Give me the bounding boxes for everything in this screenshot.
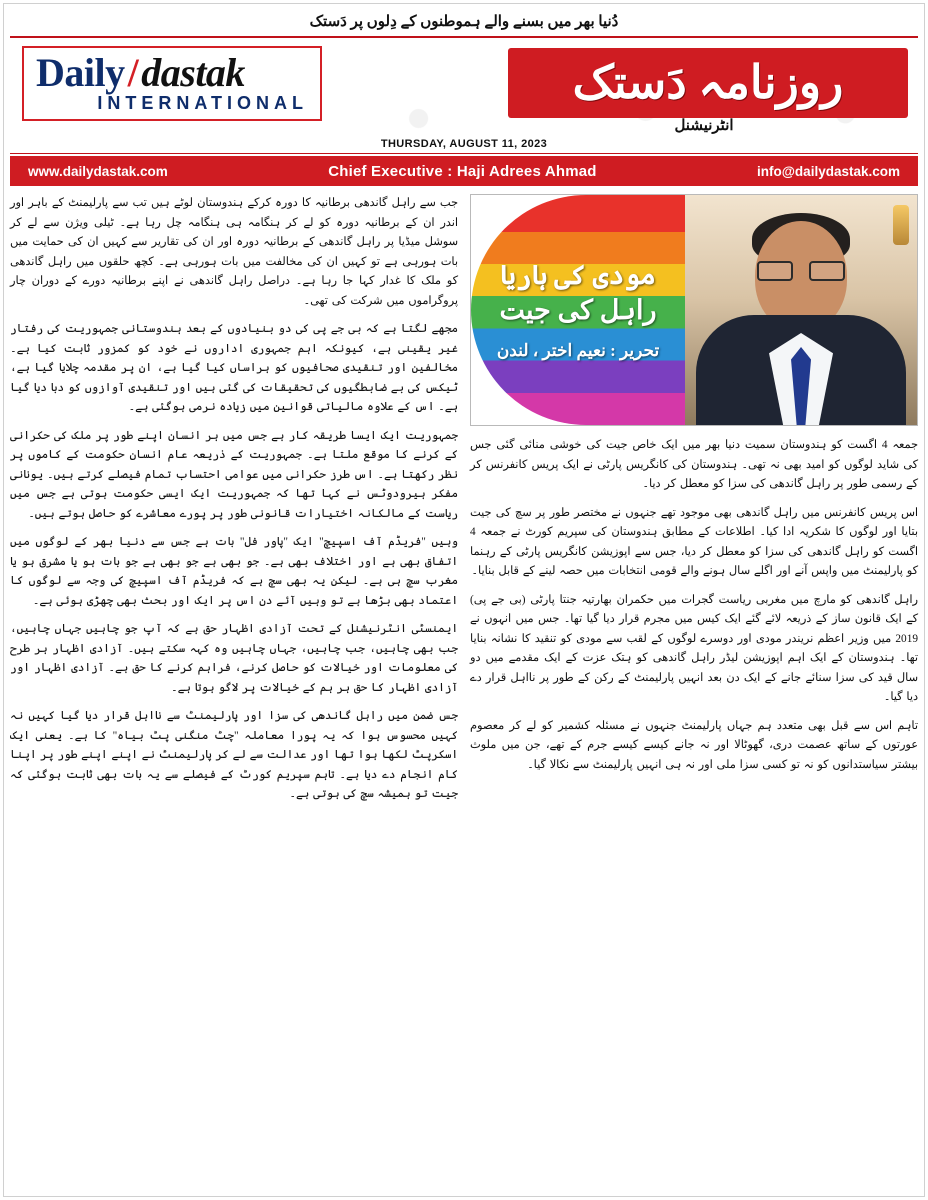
paragraph: جمہوریت ایک ایسا طریقہ کار ہے جس میں ہر انسان اپنے طور پر ملک کی حکرانی کے کرنے کا موقع ملتا ہے۔ جمہوریت کے ذریعہ عام انسان حکومت کے کاموں پر نظر رکھتا ہے۔ اس طرز حکرانی میں عوامی احتساب تمام فیصلے کرتے ہیں۔ یونانی مفکر ہیرودوٹس نے کہا تھا کہ جمہوریت ایک ایسی حکومت ہوتی ہے جس میں ریاست کے مالکانہ اختیارات قانونی طور پر پورے معاشرے کو حاصل ہوتے ہیں۔	[10, 429, 458, 520]
headline-poster	[471, 195, 685, 425]
article-column-right	[470, 194, 918, 1162]
paragraph: وہیں "فریڈم آف اسپیچ" ایک "پاور فل" بات ہے جس سے دنیا بھر کے لوگوں میں اتفاق بھی ہے اور اختلاف بھی ہے۔ جو بھی ہے جو بھی ہے جو بات ہو یا مشرق ہو یا مغرب سچ ہی ہے۔ لیکن یہ بھی سچ ہے کہ فریڈم آف اسپیچ کی وجہ سے لوگوں کا اعتماد بھی بڑھا ہے تو وہیں آئے دن اس پر ایک اور بحث بھی چھڑی ہوئی ہے۔	[10, 536, 458, 607]
logo-word-daily: Daily	[36, 50, 125, 95]
contact-bar	[10, 156, 918, 186]
chief-executive-label: Chief Executive : Haji Adrees Ahmad	[328, 162, 597, 180]
logo-word-dastak: dastak	[141, 50, 245, 95]
paragraph: جمعہ 4 اگست کو ہندوستان سمیت دنیا بھر میں ایک خاص جیت کی خوشی منائی گئی جس کی شاید لوگوں کو امید بھی نہ تھی۔ ہندوستان کی کانگریس پارٹی نے ایک پریس کانفرنس کر کے رسمی طور پر راہل گاندھی کی سزا کو معطل کر دیا۔	[470, 439, 918, 490]
logo-urdu-title: روزنامہ دَستک	[572, 57, 844, 108]
paragraph: مجھے لگتا ہے کہ بی جے پی کی دو بنیادوں کے بعد ہندوستانی جمہوریت کی رفتار غیر یقینی ہے، کیونکہ اہم جمہوری اداروں نے خود کو کمزور ثابت کیا ہے۔ مخالفین اور تنقیدی صحافیوں کو ہراساں کیا گیا ہے، ان پر مقدمہ چلایا گیا ہے، ٹیکس کی بے ضابطگیوں کی تحقیقات کی گئی ہیں اور تنقیدی آوازوں کو دبا دیا گیا ہے۔ اس کے علاوہ مالیاتی قوانین میں زیادہ نرمی ہوگئی ہے۔	[10, 323, 458, 413]
email-link[interactable]: info@dailydastak.com	[757, 163, 900, 179]
poster-headline-line-1: مودی کی ہاریا	[500, 259, 656, 290]
paragraph: راہل گاندھی کو مارچ میں مغربی ریاست گجرات میں حکمران بھارتیہ جنتا پارٹی (بی جے پی) کے ایک قانون ساز کے ذریعہ لائے گئے ایک کیس میں مجرم قرار دیا گیا تھا۔ جس میں انہوں نے 2019 میں وزیر اعظم نریندر مودی اور دوسرے لوگوں کے لقب سے مودی کو تنقید کا نشانہ بنایا تھا۔ ہندوستان کے ایک اہم اپوزیشن لیڈر راہل گاندھی کو ہتک عزت کے ایک مقدمے میں دو سال قید کی سزا سنائے جانے کے ایک دن بعد انہیں پارلیمنٹ کے رکن کے طور پر نااہل قرار دے دیا گیا۔	[470, 593, 918, 703]
logo-slash: /	[127, 50, 139, 95]
logo-urdu[interactable]	[508, 48, 908, 118]
logo-english[interactable]	[22, 46, 322, 121]
logo-subtitle: INTERNATIONAL	[97, 93, 308, 113]
article-body	[10, 194, 918, 1162]
lamp-icon	[893, 205, 909, 245]
poster-byline: تحریر : نعیم اختر ، لندن	[496, 341, 660, 361]
paragraph: تاہم اس سے قبل بھی متعدد ہم جہاں پارلیمنٹ جنہوں نے مسئلہ کشمیر کو لے کر معصوم عورتوں کے ساتھ عصمت دری، گھوٹالا اور نہ جانے کیسے کیسے جرم کے تھے، جن میں ملوث بیشتر سیاستدانوں کو نہ تو کسی سزا ملی اور نہ ہی انہیں پارلیمنٹ سے نکالا گیا۔	[470, 719, 918, 771]
masthead	[10, 36, 918, 154]
logo-urdu-subtitle: انٹرنیشنل	[674, 118, 734, 134]
author-photo	[685, 195, 917, 425]
feature-graphic	[470, 194, 918, 426]
paragraph: جب سے راہل گاندھی برطانیہ کا دورہ کرکے ہندوستان لوٹے ہیں تب سے پارلیمنٹ کے باہر اور اندر ان کے برطانیہ دورہ کو لے کر ہنگامہ ہی ہنگامہ چل رہا ہے۔ ٹیلی ویژن سے لے کر سوشل میڈیا پر راہل گاندھی کے برطانیہ دورہ اور ان کی تقاریر سے کہیں ان کی حمایت میں بات ہورہی ہے تو کہیں ان کی مخالفت میں بات ہورہی ہے۔ کچھ حلقوں میں راہل گاندھی کو ملک کا غدار کہا جا رہا ہے۔ دراصل راہل گاندھی نے اپنے برطانیہ دورے کے دوران چار پروگراموں میں شرکت کی تھی۔	[10, 197, 458, 307]
glasses-icon	[755, 261, 847, 283]
top-tagline: دُنیا بھر میں بسنے والے ہموطنوں کے دِلوں پر دَستک	[309, 14, 619, 30]
website-link[interactable]: www.dailydastak.com	[28, 163, 168, 179]
article-column-left	[10, 194, 458, 1162]
issue-date: THURSDAY, AUGUST 11, 2023	[380, 138, 548, 150]
paragraph: جس ضمن میں راہل گاندھی کی سزا اور پارلیمنٹ سے نااہل قرار دیا گیا کہیں نہ کہیں محسوس ہوا کہ یہ پورا معاملہ "چٹ منگنی پٹ بیاہ" کا ہے۔ یعنی ایک اسکرپٹ لکھا ہوا تھا اور عدالت سے لے کر پارلیمنٹ نے اپنے اپنے طور پر اپنا کام انجام دے دیا ہے۔ تاہم سپریم کورٹ کے فیصلے سے یہ بات بھی ثابت ہوگئی کہ جیت تو ہمیشہ سچ کی ہوتی ہے۔	[10, 710, 458, 800]
paragraph: ایمنسٹی انٹرنیشنل کے تحت آزادی اظہار حق ہے کہ آپ جو چاہیں جہاں چاہیں، جب بھی چاہیں، جب چاہیں، جہاں چاہیں وہ کہہ سکتے ہیں۔ آزادی اظہار ہر طرح کی معلومات اور خیالات کو حاصل کرنے، فراہم کرنے کا حق ہے۔ آزادی اظہار اور آزادی اظہار کا حق ہر ہم کے خیالات پر لاگو ہوتا ہے۔	[10, 623, 458, 694]
paragraph: اس پریس کانفرنس میں راہل گاندھی بھی موجود تھے جنہوں نے مختصر طور پر سچ کی جیت بتایا اور لوگوں کا شکریہ ادا کیا۔ اطلاعات کے مطابق ہندوستان کی سپریم کورٹ نے جمعہ 4 اگست کو راہل گاندھی کی سزا کو معطل کر دیا، جس سے اپوزیشن کانگریس پارٹی کے رہنما کو پارلیمنٹ میں واپس آنے اور اگلے سال ہونے والے قومی انتخابات میں حصہ لینے کے قابل بنایا۔	[470, 506, 918, 577]
logo-title-line	[36, 51, 308, 95]
poster-headline-line-2: راہل کی جیت	[499, 295, 657, 326]
